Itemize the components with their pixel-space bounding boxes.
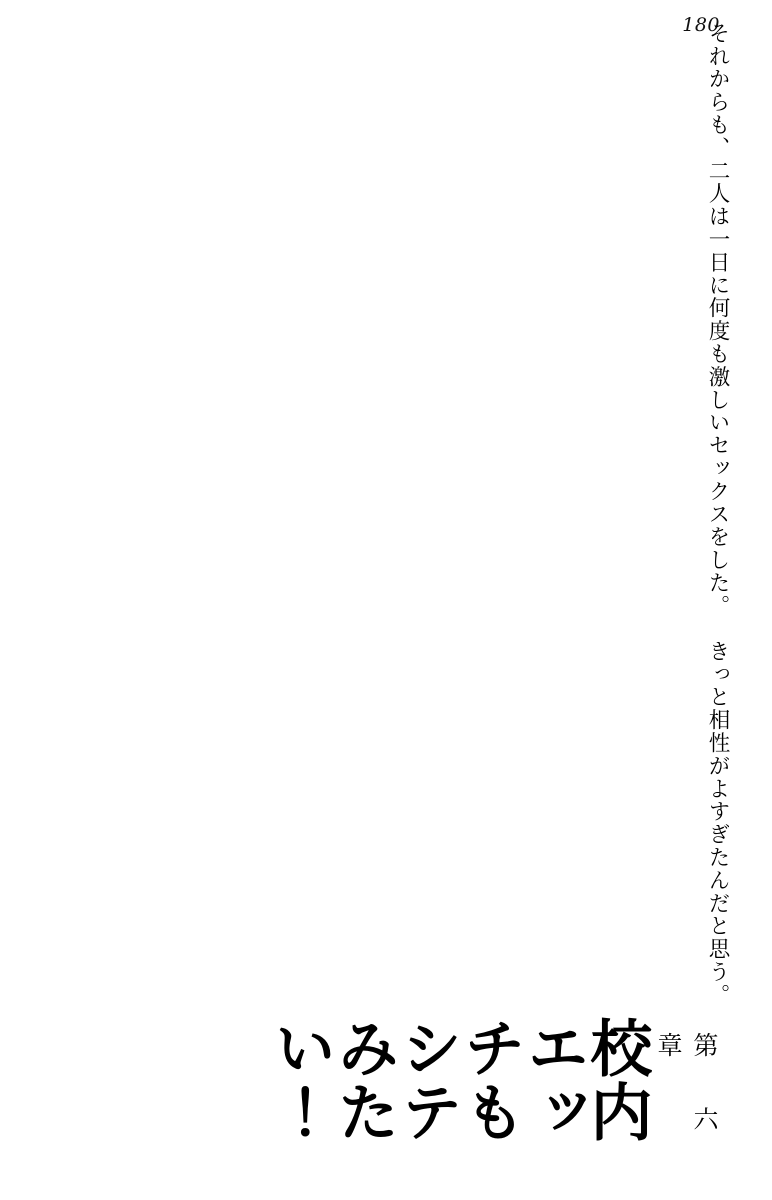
chapter-heading — [263, 1006, 728, 1144]
text-line: それからも、二人は一日に何度も激しいセックスをした。 — [705, 22, 730, 618]
text-line: きっと相性がよすぎたんだと思う。 — [705, 639, 730, 1006]
chapter-label: 第 六 章 — [654, 1032, 719, 1141]
body-text — [696, 0, 729, 1006]
chapter-title: 校内エッチもシテみたい！ — [263, 1016, 653, 1144]
page-number: 180 — [682, 14, 720, 36]
